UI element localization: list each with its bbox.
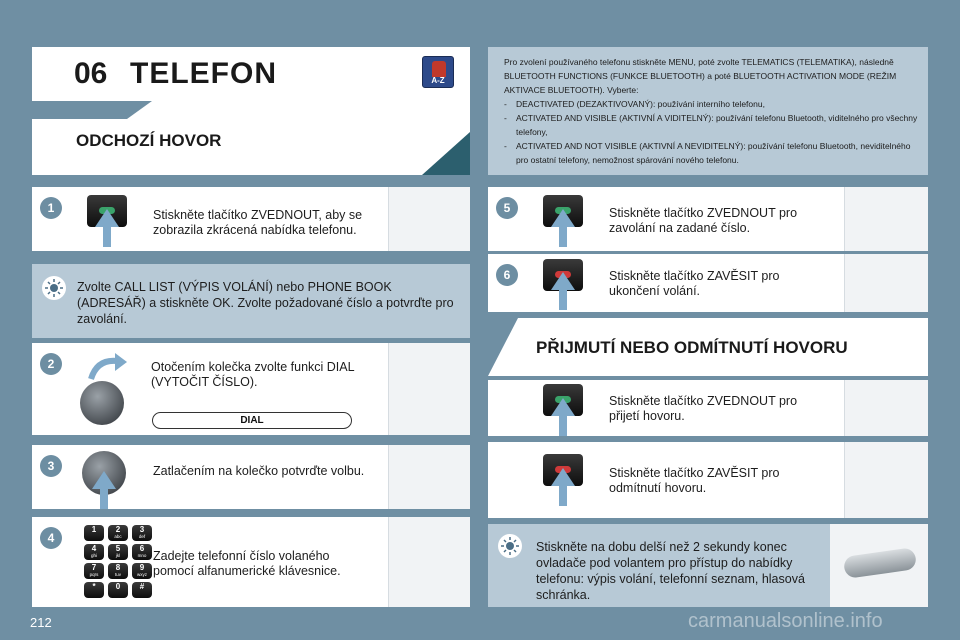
step-5-text: Stiskněte tlačítko ZVEDNOUT pro zavolání na zadané číslo. (609, 206, 798, 235)
chapter-title: TELEFON (130, 57, 277, 90)
incoming-section-title: PŘIJMUTÍ NEBO ODMÍTNUTÍ HOVORU (536, 338, 848, 357)
keypad-key: 8 tuv (108, 563, 128, 579)
keypad-key: # (132, 582, 152, 598)
step-2-panel (32, 343, 470, 435)
incoming-heading-panel (488, 318, 928, 376)
step-4-panel (32, 517, 470, 607)
tip-1-panel (32, 264, 470, 338)
step-3-text: Zatlačením na kolečko potvrďte volbu. (153, 464, 365, 478)
tip-2-text: Stiskněte na dobu delší než 2 sekundy konec ovladače pod volantem pro přístup do nabídky telefonu: výpis volání, telefonní seznam, hlasová schránka. (536, 540, 805, 602)
radio-panel-thumbnail (388, 445, 470, 509)
tip-2-panel (488, 524, 928, 607)
watermark-text: carmanualsonline.info (688, 610, 883, 632)
intro-bullet: - ACTIVATED AND NOT VISIBLE (AKTIVNÍ A NEVIDITELNÝ): používání telefonu Bluetooth, neviditelného pro ostatní telefony, nemožnost spárování nového telefonu. (504, 141, 911, 165)
chapter-header-panel (32, 47, 470, 175)
press-arrow-icon (551, 272, 575, 310)
step-1-text: Stiskněte tlačítko ZVEDNOUT, aby se zobrazila zkrácená nabídka telefonu. (153, 208, 363, 237)
phone-keypad-thumbnail (844, 442, 928, 518)
phone-keypad-thumbnail (844, 187, 928, 251)
step-1-panel (32, 187, 470, 251)
intro-bullet: - DEACTIVATED (DEZAKTIVOVANÝ): používání interního telefonu, (504, 99, 765, 109)
step-3-badge: 3 (40, 455, 62, 477)
accept-call-panel (488, 380, 928, 436)
intro-bullet-list (504, 97, 918, 167)
accept-call-text: Stiskněte tlačítko ZVEDNOUT pro přijetí hovoru. (609, 394, 798, 423)
rotate-arrow-icon (87, 353, 127, 383)
chapter-number: 06 (74, 57, 108, 90)
tip-1-text: Zvolte CALL LIST (VÝPIS VOLÁNÍ) nebo PHONE BOOK (ADRESÁŘ) a stiskněte OK. Zvolte požadované číslo a potvrďte pro zavolání. (77, 280, 454, 326)
press-arrow-icon (551, 398, 575, 436)
keypad-key: 1 (84, 525, 104, 541)
steering-stalk-thumbnail (830, 524, 928, 607)
phone-keypad-thumbnail (388, 517, 470, 607)
press-arrow-icon (95, 209, 119, 247)
step-2-text: Otočením kolečka zvolte funkci DIAL (VYTOČIT ČÍSLO). (151, 360, 355, 389)
phone-keypad-thumbnail (844, 380, 928, 436)
step-5-badge: 5 (496, 197, 518, 219)
keypad-key: 4 ghi (84, 544, 104, 560)
keypad-key: 5 jkl (108, 544, 128, 560)
intro-panel (488, 47, 928, 175)
step-4-text: Zadejte telefonní číslo volaného pomocí alfanumerické klávesnice. (153, 549, 341, 578)
press-arrow-icon (551, 209, 575, 247)
a-z-label: A-Z (431, 76, 445, 85)
step-1-badge: 1 (40, 197, 62, 219)
step-6-panel (488, 254, 928, 312)
step-6-text: Stiskněte tlačítko ZAVĚSIT pro ukončení volání. (609, 269, 780, 298)
press-arrow-icon (551, 468, 575, 506)
step-2-badge: 2 (40, 353, 62, 375)
keypad-key: 6 mno (132, 544, 152, 560)
keypad-key: 0 (108, 582, 128, 598)
step-5-panel (488, 187, 928, 251)
intro-paragraph: Pro zvolení používaného telefonu stiskněte MENU, poté zvolte TELEMATICS (TELEMATIKA), následně BLUETOOTH FUNCTIONS (FUNKCE BLUETOOTH) a poté BLUETOOTH ACTIVATION MODE (REŽIM AKTIVACE BLUETOOTH). Vyberte: (504, 57, 897, 95)
section-title: ODCHOZÍ HOVOR (76, 131, 222, 150)
step-3-panel (32, 445, 470, 509)
tip-sun-icon (42, 276, 66, 300)
page-number: 212 (30, 615, 52, 630)
phone-keypad-thumbnail (388, 187, 470, 251)
keypad-key: * (84, 582, 104, 598)
alphanumeric-keypad-icon (84, 525, 154, 601)
tip-sun-icon (498, 534, 522, 558)
keypad-key: 2 abc (108, 525, 128, 541)
keypad-key: 7 pqrs (84, 563, 104, 579)
phone-keypad-thumbnail (844, 254, 928, 312)
step-6-badge: 6 (496, 264, 518, 286)
step-4-badge: 4 (40, 527, 62, 549)
reject-call-panel (488, 442, 928, 518)
intro-bullet: - ACTIVATED AND VISIBLE (AKTIVNÍ A VIDITELNÝ): používání telefonu Bluetooth, viditelného pro všechny telefony, (504, 113, 918, 137)
rotary-knob-icon (80, 381, 124, 425)
press-arrow-icon (92, 471, 116, 509)
keypad-key: 9 wxyz (132, 563, 152, 579)
radio-panel-thumbnail (388, 343, 470, 435)
a-z-index-icon[interactable] (422, 56, 454, 88)
keypad-key: 3 def (132, 525, 152, 541)
reject-call-text: Stiskněte tlačítko ZAVĚSIT pro odmítnutí hovoru. (609, 466, 780, 495)
dial-display-label: DIAL (152, 412, 352, 429)
